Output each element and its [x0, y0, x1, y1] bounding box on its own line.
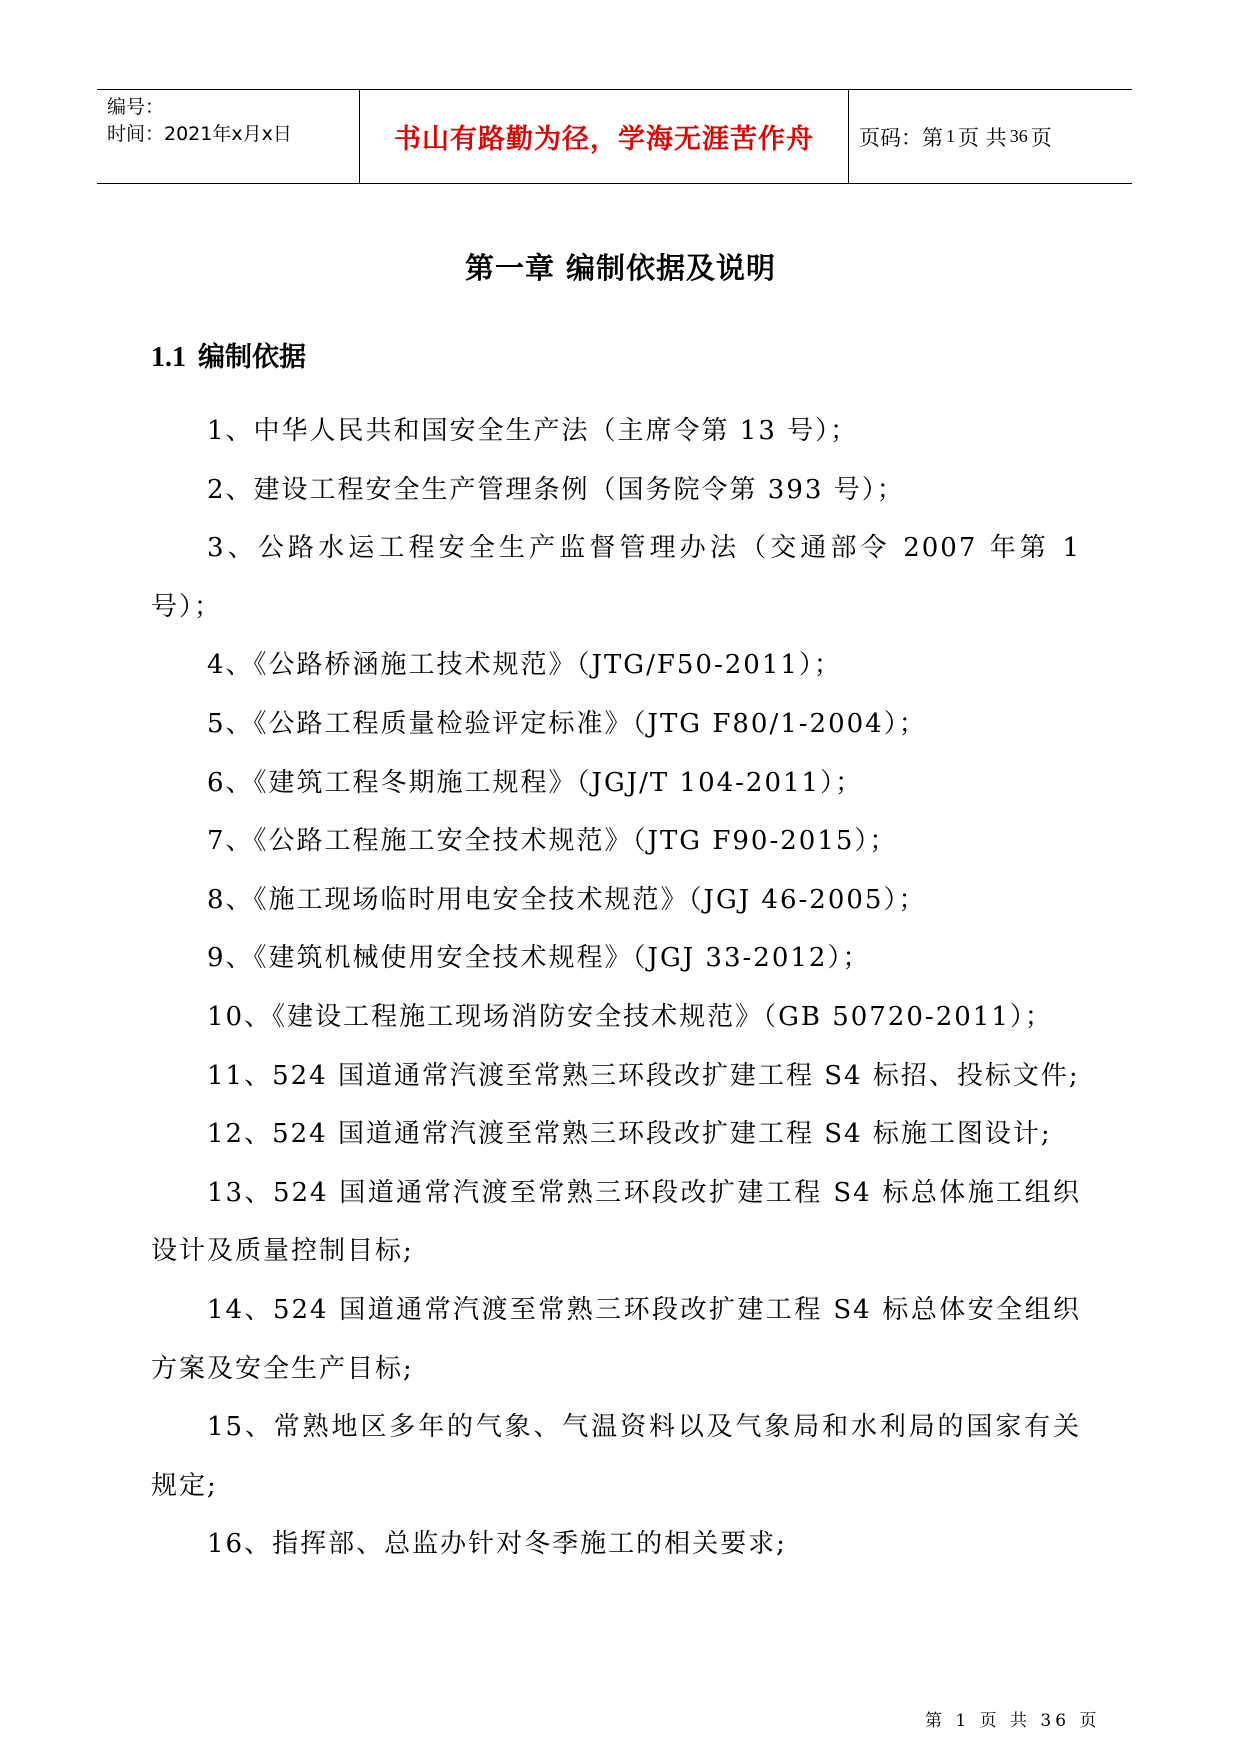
page-prefix: 页码：第	[859, 125, 943, 150]
section-heading	[151, 335, 306, 374]
list-item: 8、《施工现场临时用电安全技术规范》（JGJ 46-2005）；	[207, 884, 927, 915]
header-page-number	[849, 90, 1132, 183]
list-item: 6、《建筑工程冬期施工规程》（JGJ/T 104-2011）；	[207, 767, 864, 798]
list-item: 16、指挥部、总监办针对冬季施工的相关要求;	[207, 1529, 787, 1560]
header-motto: 书山有路勤为径，学海无涯苦作舟	[360, 90, 849, 183]
chapter-title: 第一章 编制依据及说明	[464, 251, 777, 285]
list-item: 12、524 国道通常汽渡至常熟三环段改扩建工程 S4 标施工图设计;	[207, 1119, 1052, 1150]
page-footer: 第 1 页 共 36 页	[925, 1711, 1101, 1731]
page-header	[97, 89, 1132, 184]
code-label: 编号：	[107, 96, 165, 118]
time-label: 时间：2021年x月x日	[107, 123, 292, 145]
section-title: 编制依据	[198, 342, 306, 373]
list-item: 3、公路水运工程安全生产监督管理办法（交通部令 2007 年第 1 号）；	[151, 533, 1081, 622]
list-item: 14、524 国道通常汽渡至常熟三环段改扩建工程 S4 标总体安全组织方案及安全生产目标;	[151, 1294, 1081, 1384]
list-item: 1、中华人民共和国安全生产法（主席令第 13 号）；	[207, 416, 859, 446]
section-number: 1.1	[151, 342, 186, 373]
page-total: 36	[1009, 126, 1028, 146]
basis-list	[151, 402, 1081, 1574]
page-mid: 页 共	[958, 125, 1007, 150]
list-item: 7、《公路工程施工安全技术规范》（JTG F90-2015）；	[207, 826, 898, 857]
list-item: 9、《建筑机械使用安全技术规程》（JGJ 33-2012）；	[207, 943, 871, 974]
page-current: 1	[946, 126, 955, 146]
list-item: 10、《建设工程施工现场消防安全技术规范》（GB 50720-2011）；	[207, 1001, 1053, 1032]
list-item: 11、524 国道通常汽渡至常熟三环段改扩建工程 S4 标招、投标文件;	[207, 1060, 1080, 1091]
list-item: 5、《公路工程质量检验评定标准》（JTG F80/1-2004）；	[207, 708, 927, 739]
list-item: 13、524 国道通常汽渡至常熟三环段改扩建工程 S4 标总体施工组织设计及质量控制目标;	[151, 1177, 1081, 1267]
list-item: 2、建设工程安全生产管理条例（国务院令第 393 号）；	[207, 474, 905, 505]
list-item: 15、常熟地区多年的气象、气温资料以及气象局和水利局的国家有关规定;	[151, 1412, 1081, 1501]
page-suffix: 页	[1030, 125, 1052, 150]
list-item: 4、《公路桥涵施工技术规范》（JTG/F50-2011）；	[207, 650, 842, 681]
header-meta	[97, 90, 360, 183]
